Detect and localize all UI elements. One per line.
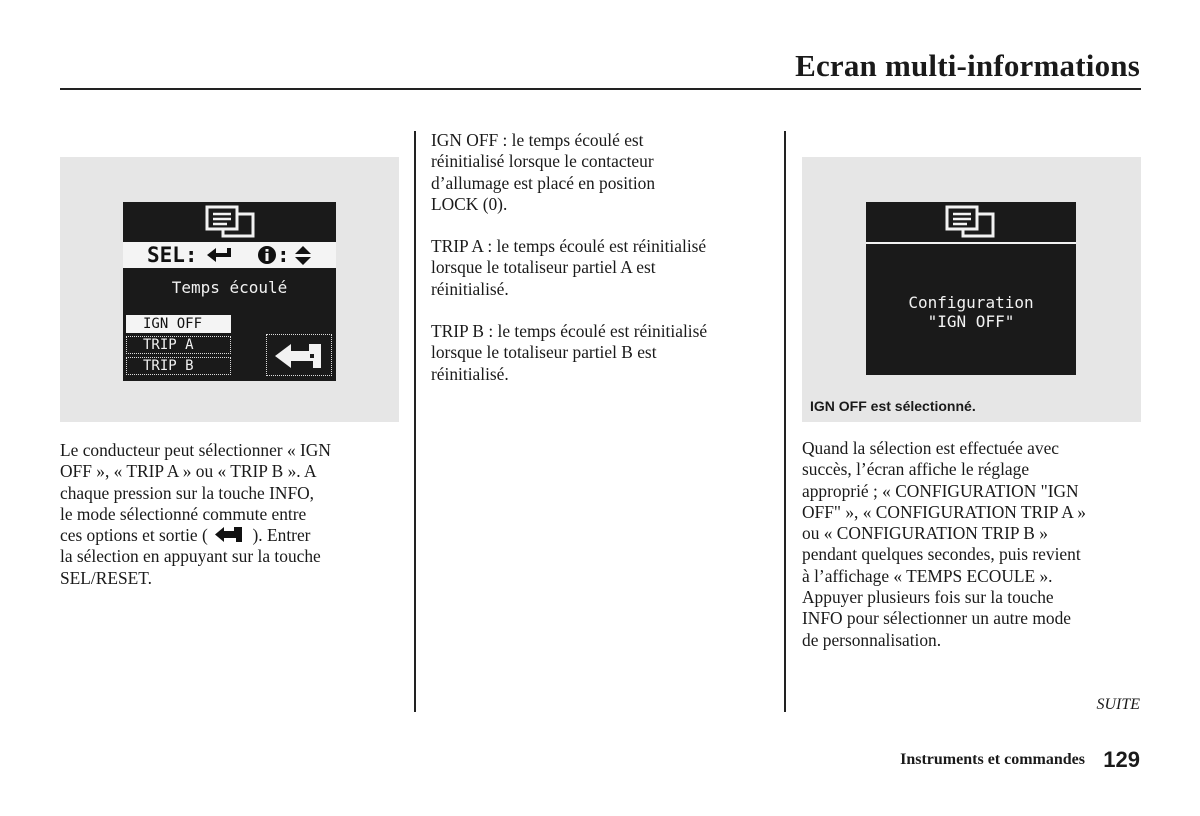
- right-display-panel: [802, 157, 1141, 422]
- info-icon: [257, 245, 277, 265]
- document-icon: [943, 204, 999, 240]
- left-lcd-screen: [123, 202, 336, 381]
- trip-b-paragraph: TRIP B : le temps écoulé est réinitialisé lorsque le totaliseur partiel B est réinitialisé.: [431, 321, 708, 384]
- middle-body-text: [431, 130, 707, 385]
- option-ign-off[interactable]: IGN OFF: [126, 315, 231, 333]
- right-lcd-screen: [866, 202, 1076, 375]
- display-heading: Temps écoulé: [171, 278, 288, 297]
- sel-label: SEL:: [147, 243, 198, 267]
- option-trip-b[interactable]: TRIP B: [126, 357, 231, 375]
- sel-info-bar: [123, 242, 336, 268]
- trip-a-paragraph: TRIP A : le temps écoulé est réinitialisé lorsque le totaliseur partiel A est réinitialisé.: [431, 236, 707, 299]
- left-body-text: Le conducteur peut sélectionner « IGN OFF », « TRIP A » ou « TRIP B ». A chaque pression sur la touche INFO, le mode sélectionné commute entre ces options et sortie ( ). Entrer la sélection en appuyant sur la touche SEL/RESET.: [60, 440, 331, 588]
- up-down-arrows-icon: [295, 246, 311, 265]
- exit-option[interactable]: [266, 334, 332, 376]
- option-trip-a[interactable]: TRIP A: [126, 336, 231, 354]
- ign-off-paragraph: IGN OFF : le temps écoulé est réinitialisé lorsque le contacteur d’allumage est placé en position LOCK (0).: [431, 130, 656, 214]
- display-caption: IGN OFF est sélectionné.: [810, 398, 976, 414]
- right-body-text: Quand la sélection est effectuée avec succès, l’écran affiche le réglage approprié ; « CONFIGURATION "IGN OFF" », « CONFIGURATION TRIP A » ou « CONFIGURATION TRIP B » pendant quelques secondes, puis revient à l’affichage « TEMPS ECOULE ». Appuyer plusieurs fois sur la touche INFO pour sélectionner un autre mode de personnalisation.: [802, 438, 1086, 650]
- header-divider: [60, 88, 1141, 90]
- enter-icon: [207, 248, 233, 262]
- back-arrow-icon: [273, 340, 327, 372]
- page-number: 129: [1103, 747, 1140, 772]
- page-title: Ecran multi-informations: [795, 48, 1140, 83]
- back-arrow-icon: [214, 526, 246, 543]
- config-line-2: "IGN OFF": [927, 312, 1015, 331]
- continued-label: SUITE: [1096, 696, 1140, 713]
- info-label: :: [277, 243, 290, 267]
- column-divider-right: [784, 131, 786, 712]
- column-divider-left: [414, 131, 416, 712]
- lcd-separator: [866, 242, 1076, 244]
- document-icon: [203, 204, 259, 240]
- left-display-panel: [60, 157, 399, 422]
- section-name: Instruments et commandes: [900, 751, 1085, 768]
- config-line-1: Configuration: [908, 293, 1034, 312]
